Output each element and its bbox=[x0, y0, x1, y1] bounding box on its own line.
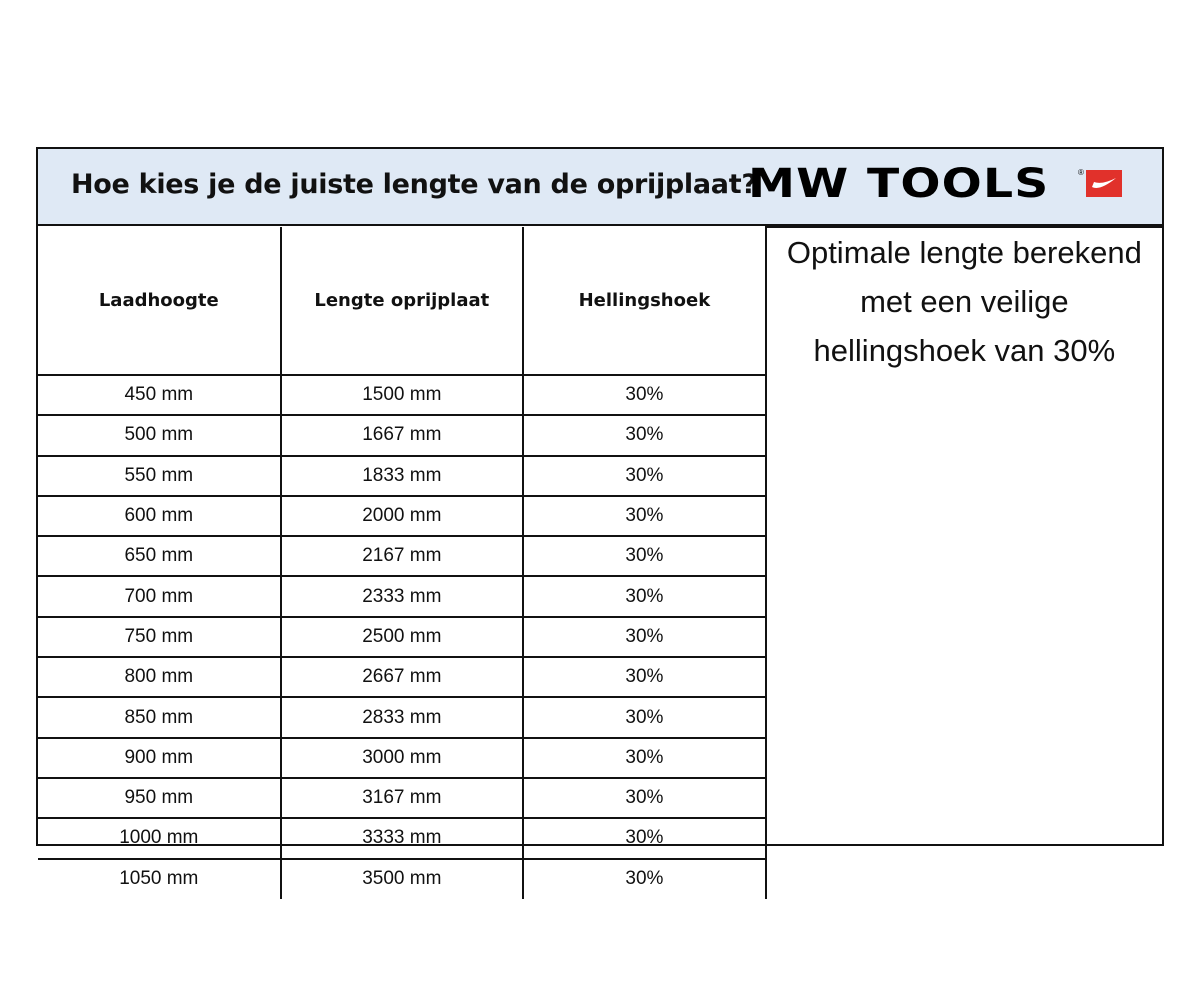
table-header-row bbox=[38, 227, 1162, 375]
cell-lengte-oprijplaat: 2833 mm bbox=[281, 697, 524, 737]
cell-laadhoogte: 750 mm bbox=[38, 617, 281, 657]
table-row bbox=[38, 576, 1162, 616]
cell-hellingshoek: 30% bbox=[523, 818, 766, 858]
cell-lengte-oprijplaat: 3333 mm bbox=[281, 818, 524, 858]
cell-hellingshoek: 30% bbox=[523, 496, 766, 536]
cell-hellingshoek: 30% bbox=[523, 375, 766, 415]
cell-lengte-oprijplaat: 1667 mm bbox=[281, 415, 524, 455]
page-title: Hoe kies je de juiste lengte van de oprijplaat? bbox=[71, 169, 757, 200]
swoosh-logo-icon bbox=[1086, 170, 1122, 197]
cell-laadhoogte: 600 mm bbox=[38, 496, 281, 536]
cell-laadhoogte: 450 mm bbox=[38, 375, 281, 415]
column-header-laadhoogte: Laadhoogte bbox=[38, 227, 281, 375]
cell-laadhoogte: 900 mm bbox=[38, 738, 281, 778]
note-line-1: Optimale lengte berekend bbox=[786, 235, 1142, 270]
cell-lengte-oprijplaat: 2667 mm bbox=[281, 657, 524, 697]
cell-hellingshoek: 30% bbox=[523, 415, 766, 455]
info-note bbox=[766, 227, 1162, 375]
table-row bbox=[38, 496, 1162, 536]
table-row bbox=[38, 778, 1162, 818]
cell-lengte-oprijplaat: 2500 mm bbox=[281, 617, 524, 657]
column-header-lengte-oprijplaat: Lengte oprijplaat bbox=[281, 227, 524, 375]
column-header-hellingshoek: Hellingshoek bbox=[523, 227, 766, 375]
header-banner bbox=[38, 149, 1162, 226]
cell-hellingshoek: 30% bbox=[523, 536, 766, 576]
cell-hellingshoek: 30% bbox=[523, 738, 766, 778]
table-row bbox=[38, 657, 1162, 697]
cell-lengte-oprijplaat: 2167 mm bbox=[281, 536, 524, 576]
table-row bbox=[38, 456, 1162, 496]
table-row bbox=[38, 738, 1162, 778]
cell-laadhoogte: 650 mm bbox=[38, 536, 281, 576]
cell-hellingshoek: 30% bbox=[523, 778, 766, 818]
cell-lengte-oprijplaat: 3500 mm bbox=[281, 859, 524, 899]
cell-lengte-oprijplaat: 1833 mm bbox=[281, 456, 524, 496]
cell-laadhoogte: 700 mm bbox=[38, 576, 281, 616]
cell-hellingshoek: 30% bbox=[523, 456, 766, 496]
note-line-2: met een veilige bbox=[860, 284, 1069, 319]
ramp-table bbox=[38, 226, 1162, 899]
cell-hellingshoek: 30% bbox=[523, 657, 766, 697]
cell-hellingshoek: 30% bbox=[523, 697, 766, 737]
table-row bbox=[38, 375, 1162, 415]
mw-tools-logo bbox=[748, 161, 1084, 207]
note-line-3: hellingshoek van 30% bbox=[813, 333, 1116, 368]
cell-laadhoogte: 800 mm bbox=[38, 657, 281, 697]
cell-hellingshoek: 30% bbox=[523, 859, 766, 899]
cell-lengte-oprijplaat: 3167 mm bbox=[281, 778, 524, 818]
cell-lengte-oprijplaat: 2000 mm bbox=[281, 496, 524, 536]
table-row bbox=[38, 818, 1162, 858]
cell-lengte-oprijplaat: 1500 mm bbox=[281, 375, 524, 415]
cell-laadhoogte: 550 mm bbox=[38, 456, 281, 496]
cell-laadhoogte: 1050 mm bbox=[38, 859, 281, 899]
ramp-length-chart bbox=[36, 147, 1164, 890]
cell-lengte-oprijplaat: 2333 mm bbox=[281, 576, 524, 616]
cell-lengte-oprijplaat: 3000 mm bbox=[281, 738, 524, 778]
table-row bbox=[38, 697, 1162, 737]
cell-laadhoogte: 850 mm bbox=[38, 697, 281, 737]
table-row bbox=[38, 617, 1162, 657]
cell-hellingshoek: 30% bbox=[523, 617, 766, 657]
registered-mark: ® bbox=[1078, 168, 1084, 177]
cell-laadhoogte: 500 mm bbox=[38, 415, 281, 455]
cell-laadhoogte: 950 mm bbox=[38, 778, 281, 818]
table-row bbox=[38, 415, 1162, 455]
cell-hellingshoek: 30% bbox=[523, 576, 766, 616]
logo-text: MW TOOLS bbox=[748, 161, 1050, 207]
table-row bbox=[38, 536, 1162, 576]
cell-laadhoogte: 1000 mm bbox=[38, 818, 281, 858]
table-row bbox=[38, 859, 1162, 899]
